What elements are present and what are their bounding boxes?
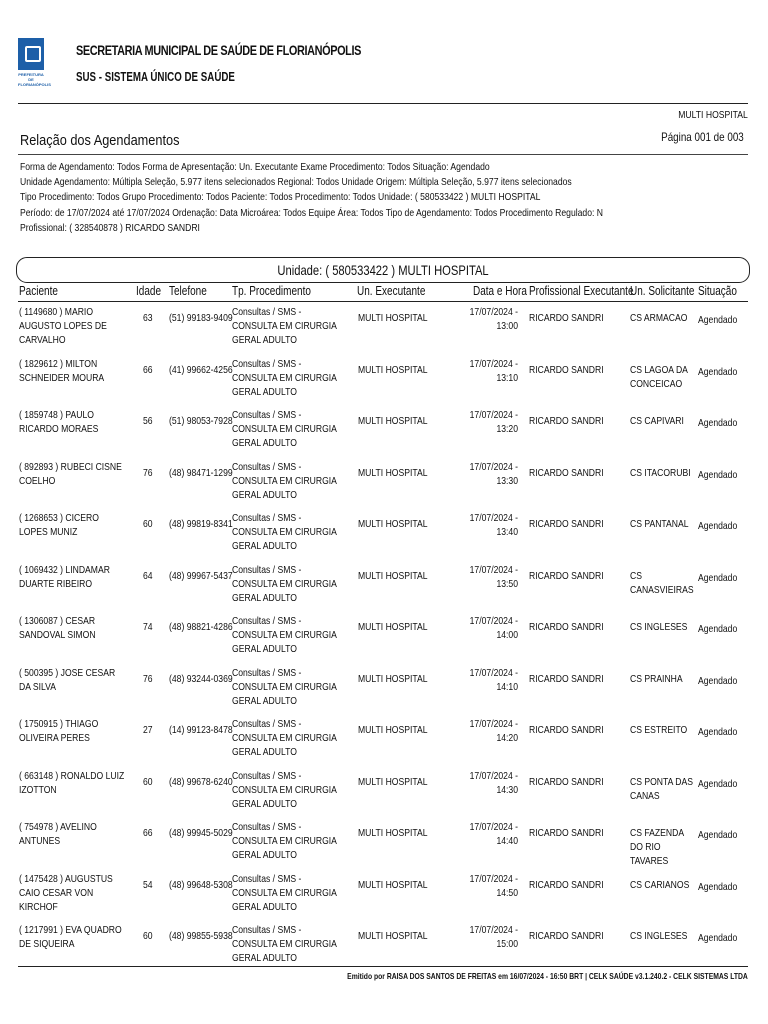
date-text: 17/07/2024 -: [469, 872, 518, 885]
date-text: 17/07/2024 -: [469, 666, 518, 679]
datetime-cell: [456, 305, 518, 333]
divider: [18, 966, 748, 967]
executing-unit-cell: MULTI HOSPITAL: [358, 569, 428, 582]
age-cell: 60: [143, 518, 153, 530]
status-cell: Agendado: [698, 520, 738, 532]
procedure-cell: Consultas / SMS - CONSULTA EM CIRURGIA GERAL ADULTO: [232, 512, 337, 552]
patient-cell: ( 1859748 ) PAULO RICARDO MORAES: [19, 409, 99, 435]
col-situacao: Situação: [698, 284, 737, 298]
age-cell: 64: [143, 569, 153, 582]
requesting-unit-cell: CS CANASVIEIRAS: [630, 569, 694, 596]
age-cell: 66: [143, 363, 153, 376]
brasao-icon: [18, 38, 44, 70]
patient-cell: ( 1829612 ) MILTON SCHNEIDER MOURA: [19, 357, 105, 384]
procedure-cell: Consultas / SMS - CONSULTA EM CIRURGIA GERAL ADULTO: [232, 666, 337, 707]
col-profissional: Profissional Executante: [529, 284, 634, 298]
time-text: 14:50: [496, 886, 518, 899]
date-text: 17/07/2024 -: [469, 924, 518, 936]
status-cell: Agendado: [698, 932, 738, 944]
executing-unit-cell: MULTI HOSPITAL: [358, 621, 428, 633]
status-cell: Agendado: [698, 674, 738, 687]
professional-cell: RICARDO SANDRI: [529, 878, 604, 891]
procedure-cell: Consultas / SMS - CONSULTA EM CIRURGIA GERAL ADULTO: [232, 306, 337, 346]
filter-line: Forma de Agendamento: Todos Forma de Apresentação: Un. Executante Exame Procedimento: Todos Situação: Agendado: [20, 161, 490, 173]
procedure-cell: Consultas / SMS - CONSULTA EM CIRURGIA GERAL ADULTO: [232, 872, 337, 913]
page-indicator: Página 001 de 003: [661, 130, 744, 144]
professional-cell: RICARDO SANDRI: [529, 775, 604, 788]
table-row: [0, 872, 768, 923]
requesting-unit-cell: CS ITACORUBI: [630, 466, 691, 479]
col-idade: Idade: [136, 284, 162, 298]
requesting-unit-cell: CS PONTA DAS CANAS: [630, 775, 693, 802]
phone-cell: (48) 98471-1299: [169, 466, 233, 479]
logo-caption: PREFEITURA DE FLORIANÓPOLIS: [18, 72, 51, 87]
col-data: Data e Hora: [473, 284, 527, 298]
datetime-cell: [456, 563, 518, 591]
footer-issued-by: Emitido por RAISA DOS SANTOS DE FREITAS em 16/07/2024 - 16:50 BRT | CELK SAÚDE v3.1.240.2 - CELK SISTEMAS LTDA: [347, 971, 748, 981]
procedure-cell: Consultas / SMS - CONSULTA EM CIRURGIA GERAL ADULTO: [232, 409, 337, 449]
status-cell: Agendado: [698, 726, 738, 738]
unit-banner-label: Unidade: ( 580533422 ) MULTI HOSPITAL: [277, 262, 489, 278]
age-cell: 63: [143, 312, 153, 324]
professional-cell: RICARDO SANDRI: [529, 312, 604, 324]
datetime-cell: [456, 872, 518, 900]
patient-cell: ( 1750915 ) THIAGO OLIVEIRA PERES: [19, 718, 99, 744]
time-text: 13:10: [496, 371, 518, 384]
requesting-unit-cell: CS LAGOA DA CONCEICAO: [630, 363, 688, 390]
status-cell: Agendado: [698, 468, 738, 481]
requesting-unit-cell: CS PANTANAL: [630, 518, 689, 530]
age-cell: 54: [143, 878, 153, 891]
patient-cell: ( 1475428 ) AUGUSTUS CAIO CESAR VON KIRCHOF: [19, 872, 113, 913]
date-text: 17/07/2024 -: [469, 460, 518, 473]
phone-cell: (48) 93244-0369: [169, 672, 233, 685]
phone-cell: (51) 98053-7928: [169, 415, 233, 427]
age-cell: 56: [143, 415, 153, 427]
col-paciente: Paciente: [19, 284, 58, 298]
table-row: [0, 666, 768, 717]
requesting-unit-cell: CS ESTREITO: [630, 724, 688, 736]
divider: [18, 103, 748, 104]
date-text: 17/07/2024 -: [469, 769, 518, 782]
time-text: 13:50: [496, 577, 518, 590]
executing-unit-cell: MULTI HOSPITAL: [358, 415, 428, 427]
filter-line: Profissional: ( 328540878 ) RICARDO SANDRI: [20, 221, 200, 234]
phone-cell: (48) 99945-5029: [169, 827, 233, 839]
age-cell: 76: [143, 466, 153, 479]
status-cell: Agendado: [698, 314, 738, 326]
datetime-cell: [456, 357, 518, 385]
procedure-cell: Consultas / SMS - CONSULTA EM CIRURGIA GERAL ADULTO: [232, 769, 337, 810]
date-text: 17/07/2024 -: [469, 821, 518, 833]
time-text: 13:20: [496, 423, 518, 435]
phone-cell: (48) 99678-6240: [169, 775, 233, 788]
time-text: 13:40: [496, 526, 518, 538]
professional-cell: RICARDO SANDRI: [529, 466, 604, 479]
patient-cell: ( 1149680 ) MARIO AUGUSTO LOPES DE CARVALHO: [19, 306, 107, 346]
time-text: 13:30: [496, 474, 518, 487]
phone-cell: (48) 99855-5938: [169, 930, 233, 942]
divider: [18, 301, 748, 302]
table-row: [0, 717, 768, 768]
table-row: [0, 563, 768, 614]
professional-cell: RICARDO SANDRI: [529, 363, 604, 376]
requesting-unit-cell: CS INGLESES: [630, 930, 688, 942]
time-text: 13:00: [496, 320, 518, 332]
patient-cell: ( 892893 ) RUBECI CISNE COELHO: [19, 460, 122, 487]
datetime-cell: [456, 769, 518, 797]
requesting-unit-cell: CS CAPIVARI: [630, 415, 684, 427]
requesting-unit-cell: CS ARMACAO: [630, 312, 688, 324]
datetime-cell: [456, 614, 518, 642]
table-header: [0, 284, 768, 302]
professional-cell: RICARDO SANDRI: [529, 569, 604, 582]
patient-cell: ( 754978 ) AVELINO ANTUNES: [19, 821, 97, 847]
datetime-cell: [456, 666, 518, 694]
procedure-cell: Consultas / SMS - CONSULTA EM CIRURGIA GERAL ADULTO: [232, 924, 337, 964]
status-cell: Agendado: [698, 880, 738, 893]
status-cell: Agendado: [698, 829, 738, 841]
requesting-unit-cell: CS PRAINHA: [630, 672, 683, 685]
phone-cell: (48) 99819-8341: [169, 518, 233, 530]
status-cell: Agendado: [698, 365, 738, 378]
report-title: Relação dos Agendamentos: [20, 132, 180, 149]
professional-cell: RICARDO SANDRI: [529, 724, 604, 736]
prefeitura-logo: [18, 38, 51, 90]
executing-unit-cell: MULTI HOSPITAL: [358, 775, 428, 788]
patient-cell: ( 500395 ) JOSE CESAR DA SILVA: [19, 666, 116, 693]
executing-unit-cell: MULTI HOSPITAL: [358, 312, 428, 324]
system-name: SUS - SISTEMA ÚNICO DE SAÚDE: [76, 70, 235, 84]
procedure-cell: Consultas / SMS - CONSULTA EM CIRURGIA GERAL ADULTO: [232, 563, 337, 604]
datetime-cell: [456, 408, 518, 436]
procedure-cell: Consultas / SMS - CONSULTA EM CIRURGIA GERAL ADULTO: [232, 615, 337, 655]
time-text: 15:00: [496, 938, 518, 950]
col-telefone: Telefone: [169, 284, 207, 298]
professional-cell: RICARDO SANDRI: [529, 621, 604, 633]
requesting-unit-cell: CS CARIANOS: [630, 878, 690, 891]
age-cell: 66: [143, 827, 153, 839]
executing-unit-cell: MULTI HOSPITAL: [358, 930, 428, 942]
executing-unit-cell: MULTI HOSPITAL: [358, 466, 428, 479]
datetime-cell: [456, 460, 518, 488]
date-text: 17/07/2024 -: [469, 357, 518, 370]
phone-cell: (14) 99123-8478: [169, 724, 233, 736]
requesting-unit-cell: CS INGLESES: [630, 621, 688, 633]
age-cell: 74: [143, 621, 153, 633]
table-row: [0, 511, 768, 562]
executing-unit-cell: MULTI HOSPITAL: [358, 672, 428, 685]
unit-banner: [16, 257, 750, 283]
patient-cell: ( 1069432 ) LINDAMAR DUARTE RIBEIRO: [19, 563, 110, 590]
procedure-cell: Consultas / SMS - CONSULTA EM CIRURGIA GERAL ADULTO: [232, 821, 337, 861]
date-text: 17/07/2024 -: [469, 615, 518, 627]
table-row: [0, 305, 768, 356]
date-text: 17/07/2024 -: [469, 306, 518, 318]
age-cell: 27: [143, 724, 153, 736]
procedure-cell: Consultas / SMS - CONSULTA EM CIRURGIA GERAL ADULTO: [232, 357, 337, 398]
col-solicitante: Un. Solicitante: [630, 284, 695, 298]
phone-cell: (51) 99183-9409: [169, 312, 233, 324]
executing-unit-cell: MULTI HOSPITAL: [358, 518, 428, 530]
filter-line: Período: de 17/07/2024 até 17/07/2024 Ordenação: Data Microárea: Todos Equipe Área: Todos Tipo de Agendamento: Todos Procedimento Regulado: N: [20, 206, 604, 219]
time-text: 14:00: [496, 629, 518, 641]
time-text: 14:10: [496, 680, 518, 693]
time-text: 14:40: [496, 835, 518, 847]
date-text: 17/07/2024 -: [469, 512, 518, 524]
requesting-unit-cell: CS FAZENDA DO RIO TAVARES: [630, 827, 684, 867]
age-cell: 76: [143, 672, 153, 685]
status-cell: Agendado: [698, 623, 738, 635]
filter-line: Unidade Agendamento: Múltipla Seleção, 5.977 itens selecionados Regional: Todos Unidade Origem: Múltipla Seleção, 5.977 itens selecionados: [20, 176, 572, 189]
age-cell: 60: [143, 775, 153, 788]
table-row: [0, 614, 768, 665]
professional-cell: RICARDO SANDRI: [529, 415, 604, 427]
filter-line: Tipo Procedimento: Todos Grupo Procedimento: Todos Paciente: Todos Procedimento: Todos Unidade: ( 580533422 ) MULTI HOSPITAL: [20, 191, 541, 204]
phone-cell: (48) 99648-5308: [169, 878, 233, 891]
report-unit: MULTI HOSPITAL: [678, 109, 748, 121]
datetime-cell: [456, 923, 518, 951]
patient-cell: ( 1306087 ) CESAR SANDOVAL SIMON: [19, 615, 96, 641]
professional-cell: RICARDO SANDRI: [529, 672, 604, 685]
executing-unit-cell: MULTI HOSPITAL: [358, 724, 428, 736]
executing-unit-cell: MULTI HOSPITAL: [358, 878, 428, 891]
phone-cell: (41) 99662-4256: [169, 363, 233, 376]
date-text: 17/07/2024 -: [469, 718, 518, 730]
phone-cell: (48) 99967-5437: [169, 569, 233, 582]
time-text: 14:20: [496, 732, 518, 744]
procedure-cell: Consultas / SMS - CONSULTA EM CIRURGIA GERAL ADULTO: [232, 718, 337, 758]
table-row: [0, 408, 768, 459]
table-row: [0, 820, 768, 871]
table-row: [0, 357, 768, 408]
col-executante: Un. Executante: [357, 284, 426, 298]
executing-unit-cell: MULTI HOSPITAL: [358, 363, 428, 376]
col-procedimento: Tp. Procedimento: [232, 284, 311, 298]
table-row: [0, 460, 768, 511]
age-cell: 60: [143, 930, 153, 942]
status-cell: Agendado: [698, 417, 738, 429]
patient-cell: ( 1217991 ) EVA QUADRO DE SIQUEIRA: [19, 924, 122, 950]
status-cell: Agendado: [698, 777, 738, 790]
patient-cell: ( 1268653 ) CICERO LOPES MUNIZ: [19, 512, 99, 538]
professional-cell: RICARDO SANDRI: [529, 930, 604, 942]
procedure-cell: Consultas / SMS - CONSULTA EM CIRURGIA GERAL ADULTO: [232, 460, 337, 501]
professional-cell: RICARDO SANDRI: [529, 827, 604, 839]
table-row: [0, 769, 768, 820]
professional-cell: RICARDO SANDRI: [529, 518, 604, 530]
datetime-cell: [456, 820, 518, 848]
time-text: 14:30: [496, 783, 518, 796]
datetime-cell: [456, 511, 518, 539]
org-name: SECRETARIA MUNICIPAL DE SAÚDE DE FLORIANÓPOLIS: [76, 42, 362, 58]
patient-cell: ( 663148 ) RONALDO LUIZ IZOTTON: [19, 769, 125, 796]
date-text: 17/07/2024 -: [469, 409, 518, 421]
status-cell: Agendado: [698, 571, 738, 584]
executing-unit-cell: MULTI HOSPITAL: [358, 827, 428, 839]
phone-cell: (48) 98821-4286: [169, 621, 233, 633]
divider: [18, 154, 748, 155]
filter-summary: [20, 160, 603, 236]
date-text: 17/07/2024 -: [469, 563, 518, 576]
datetime-cell: [456, 717, 518, 745]
